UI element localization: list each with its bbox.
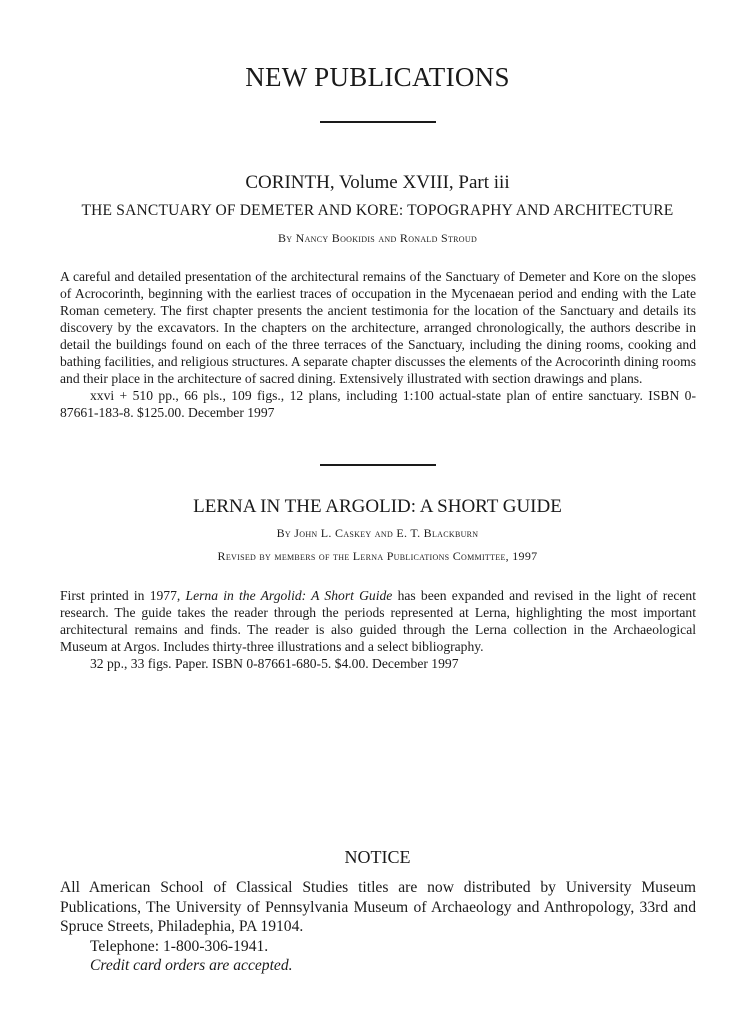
- lerna-desc-rest: has been expanded and revised in the light of recent research. The guide takes the reader through the periods represented at Lerna, highlighting the most important architectural remains and finds. The reader is also guided through the Lerna collection in the Archaeological Museum at Argos. Includes thirty-three illustrations and a select bibliography.: [60, 588, 696, 654]
- notice-title: NOTICE: [344, 847, 411, 867]
- notice-credit-line: [60, 956, 696, 976]
- corinth-description: A careful and detailed presentation of the architectural remains of the Sanctuary of Demeter and Kore on the slopes of Acrocorinth, beginning with the earliest traces of occupation in the Mycenaean period and ending with the Late Roman cemetery. The first chapter presents the ancient testimonia for the location of the Sanctuary and details its discovery by the excavators. In the chapters on the architecture, arranged chronologically, the authors describe in detail the buildings found on each of the three terraces of the Sanctuary, including the dining rooms, cooking and bathing facilities, and religious structures. A separate chapter discusses the elements of the Acrocorinth dining rooms and their place in the architecture of sacred dining. Extensively illustrated with section drawings and plans.: [60, 269, 696, 386]
- corinth-details: xxvi + 510 pp., 66 pls., 109 figs., 12 plans, including 1:100 actual-state plan of entire sanctuary. ISBN 0-87661-183-8. $125.00. December 1997: [60, 388, 696, 420]
- corinth-byline: By Nancy Bookidis and Ronald Stroud: [277, 231, 478, 245]
- section-divider: [320, 464, 436, 466]
- section-divider: [320, 121, 436, 123]
- lerna-description-block: [60, 587, 696, 672]
- lerna-revised-note: Revised by members of the Lerna Publications Committee, 1997: [217, 549, 538, 563]
- lerna-byline: By John L. Caskey and E. T. Blackburn: [276, 526, 479, 540]
- page-title: NEW PUBLICATIONS: [245, 62, 510, 92]
- lerna-book-title: Lerna in the Argolid: A Short Guide: [185, 588, 393, 603]
- lerna-description: [60, 587, 696, 655]
- notice-text: All American School of Classical Studies titles are now distributed by University Museum Publications, The University of Pennsylvania Museum of Archaeology and Anthropology, 33rd and Spruce Streets, Philadephia, PA 19104.: [60, 879, 696, 935]
- lerna-heading: LERNA IN THE ARGOLID: A SHORT GUIDE: [193, 496, 562, 517]
- lerna-desc-prefix: First printed in 1977,: [60, 588, 186, 603]
- corinth-heading: CORINTH, Volume XVIII, Part iii: [245, 172, 510, 193]
- lerna-details: 32 pp., 33 figs. Paper. ISBN 0-87661-680-5. $4.00. December 1997: [90, 656, 459, 671]
- notice-telephone: Telephone: 1-800-306-1941.: [90, 937, 269, 955]
- corinth-description-block: [60, 268, 696, 421]
- notice-block: [60, 878, 696, 976]
- corinth-subtitle: THE SANCTUARY OF DEMETER AND KORE: TOPOGRAPHY AND ARCHITECTURE: [81, 202, 674, 219]
- notice-credit: Credit card orders are accepted.: [90, 957, 293, 974]
